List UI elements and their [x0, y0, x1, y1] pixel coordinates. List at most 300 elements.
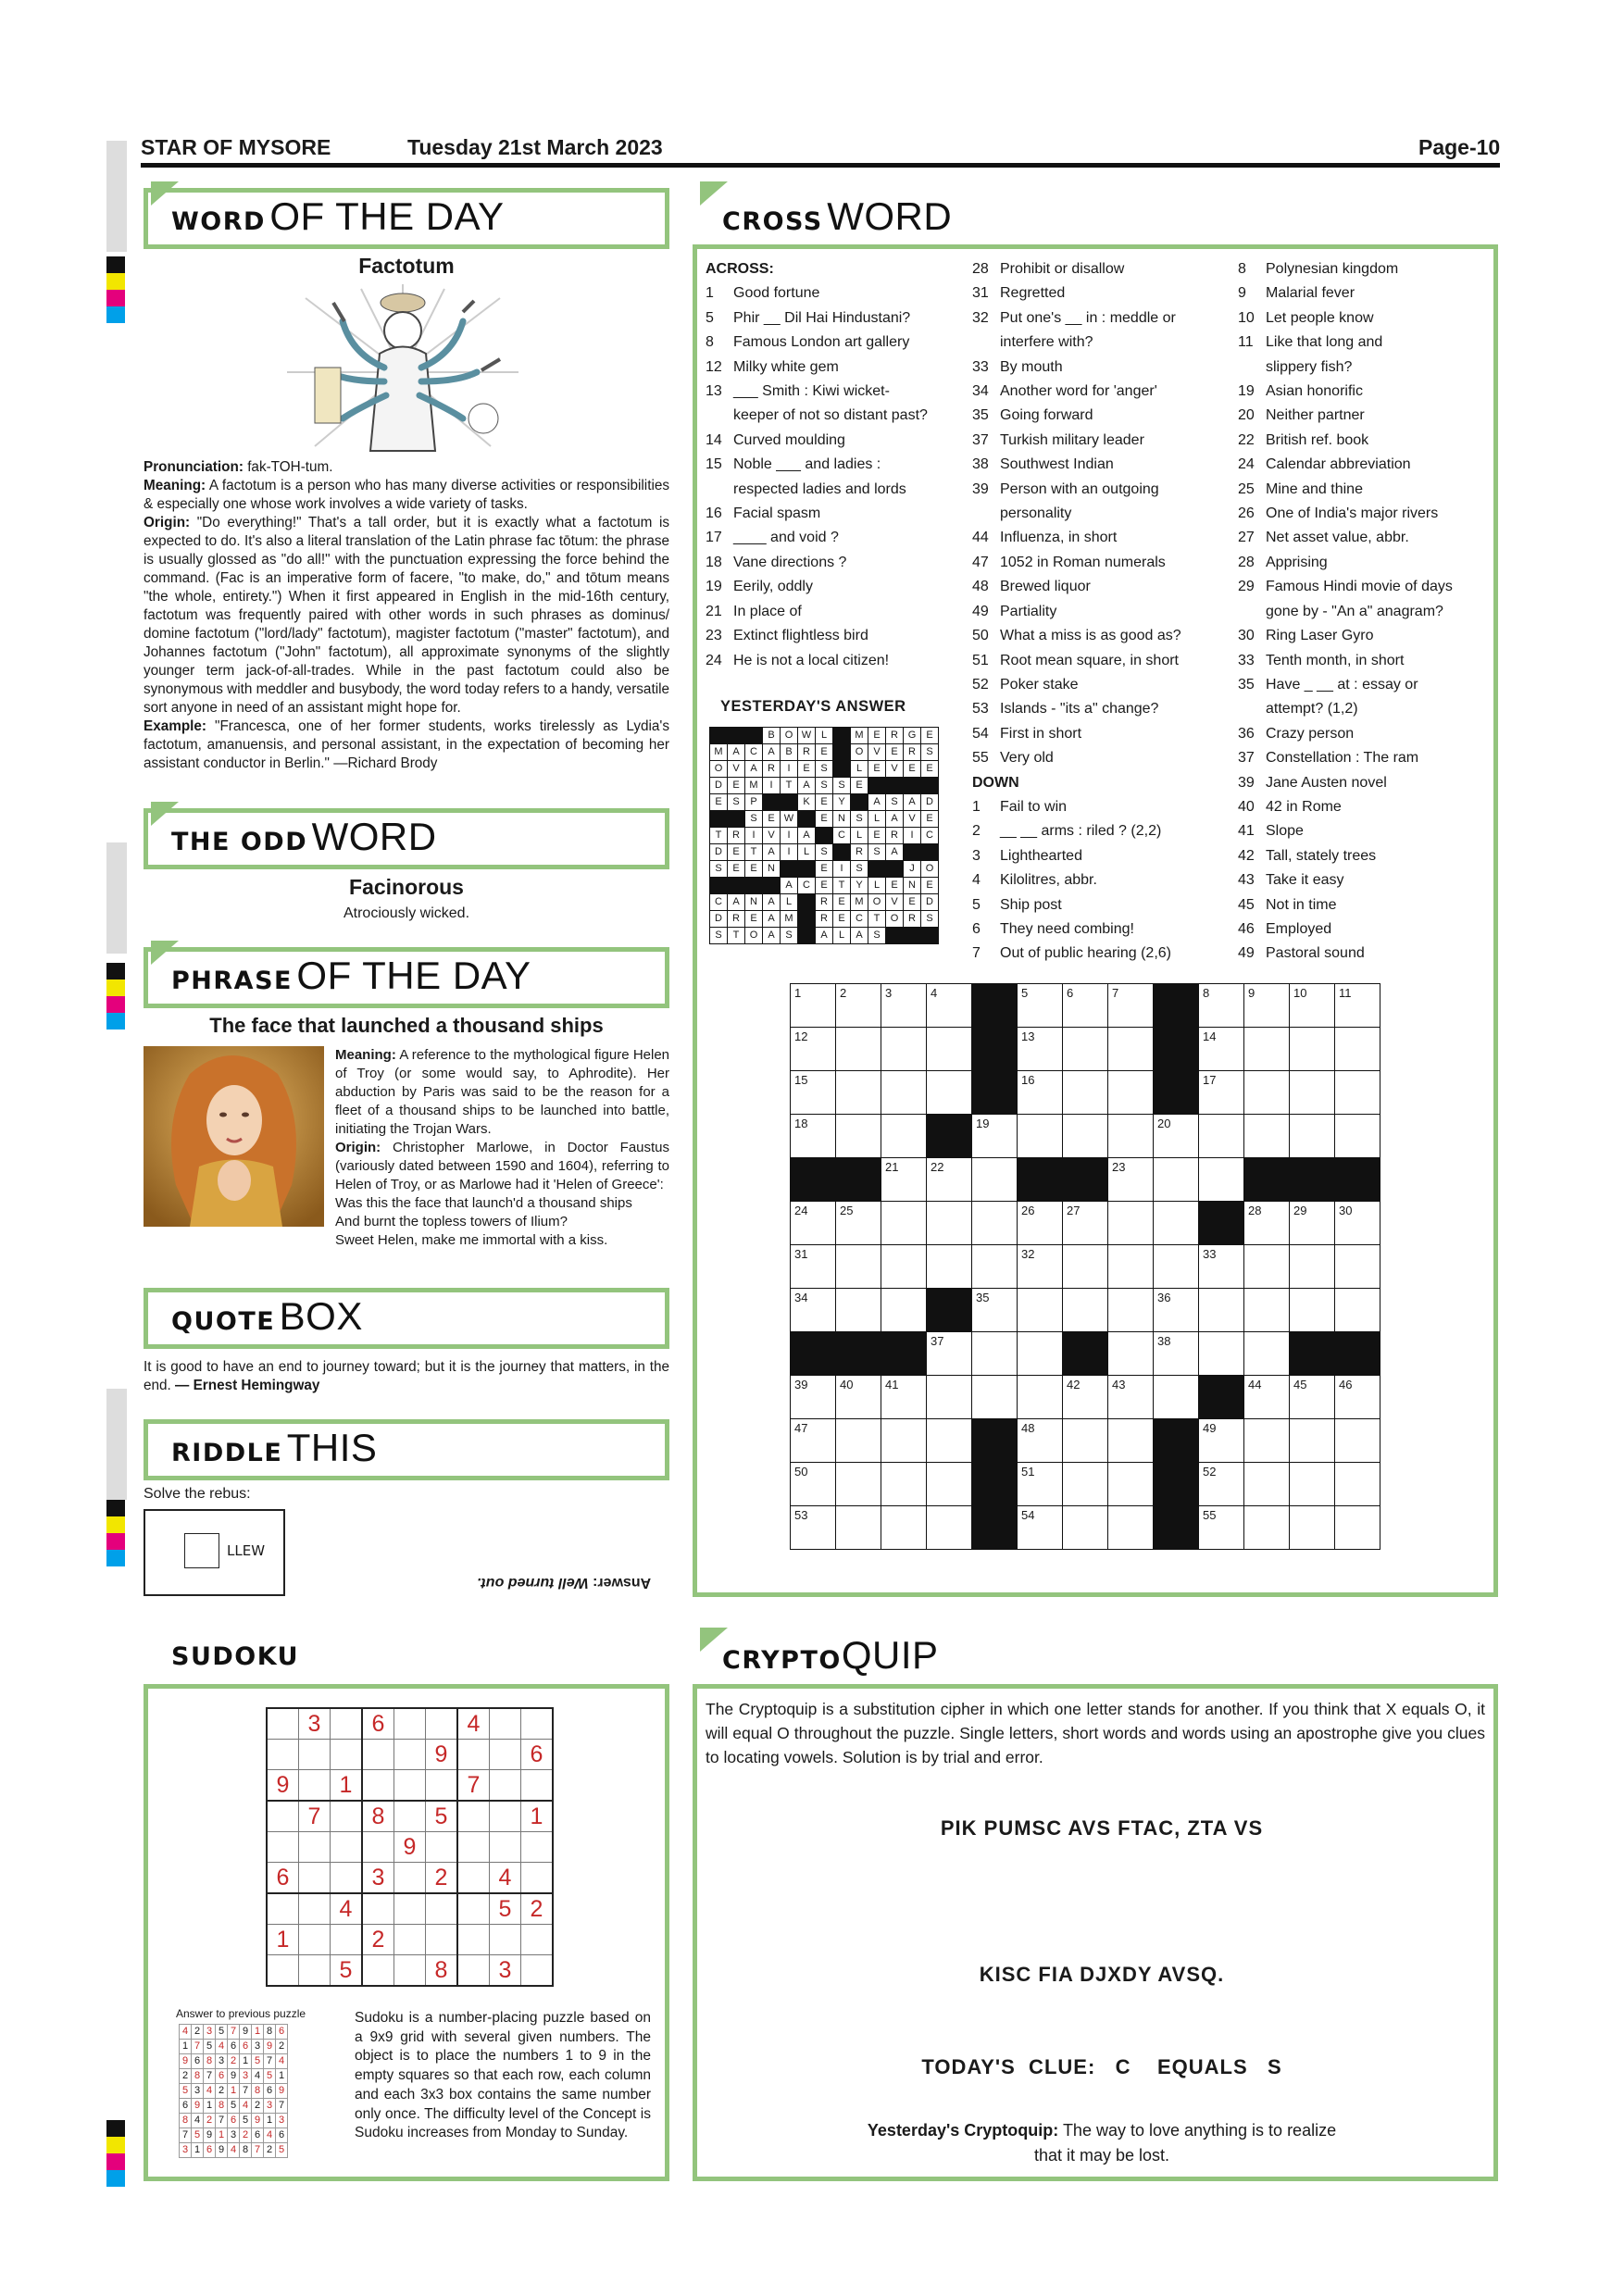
sudoku-cell[interactable] — [299, 1955, 331, 1987]
crossword-cell[interactable] — [1244, 1245, 1290, 1289]
answer-letter: T — [728, 928, 745, 944]
answer-letter: Y — [851, 878, 868, 894]
sudoku-description: Sudoku is a number-placing puzzle based on a 9x9 grid with several given numbers. The object is to place the numbers 1 to 9 in the empty squares so that each row, each column and each 3x3 box contains the same number only once. The difficulty level of the Concept is Sudoku increases from Monday to Sunday. — [355, 2010, 651, 2141]
cell-number: 27 — [1067, 1204, 1081, 1217]
sudoku-cell[interactable]: 7 — [457, 1770, 490, 1802]
crossword-cell[interactable] — [1199, 1071, 1244, 1115]
answer-letter: A — [851, 928, 868, 944]
sudoku-cell[interactable]: 3 — [362, 1863, 394, 1894]
crossword-cell[interactable] — [927, 1376, 972, 1419]
sudoku-cell[interactable] — [362, 1893, 394, 1925]
crossword-cell[interactable] — [791, 1419, 836, 1463]
sudoku-answer-cell: 6 — [228, 2040, 240, 2054]
answer-letter: V — [868, 744, 886, 761]
sudoku-cell[interactable]: 5 — [490, 1893, 521, 1925]
crossword-cell[interactable] — [927, 1463, 972, 1506]
answer-letter: E — [921, 728, 939, 744]
crossword-cell[interactable] — [881, 1419, 927, 1463]
crossword-cell[interactable] — [1199, 1506, 1244, 1550]
crossword-cell[interactable] — [1108, 1202, 1154, 1245]
sudoku-cell[interactable]: 6 — [267, 1863, 299, 1894]
sudoku-cell[interactable]: 9 — [394, 1832, 426, 1863]
crossword-cell[interactable] — [1290, 1071, 1335, 1115]
sudoku-cell[interactable] — [521, 1708, 554, 1740]
sudoku-cell[interactable] — [521, 1955, 554, 1987]
crossword-cell[interactable] — [1018, 1071, 1063, 1115]
crossword-cell[interactable] — [972, 1289, 1018, 1332]
answer-letter: A — [904, 794, 921, 811]
sudoku-cell[interactable] — [331, 1740, 363, 1770]
sudoku-cell[interactable] — [299, 1863, 331, 1894]
sudoku-cell[interactable]: 4 — [331, 1893, 363, 1925]
sudoku-cell[interactable] — [331, 1801, 363, 1832]
crossword-cell[interactable] — [791, 1289, 836, 1332]
sudoku-cell[interactable] — [394, 1925, 426, 1955]
answer-letter: E — [763, 811, 781, 828]
clue-text: By mouth — [1000, 358, 1063, 375]
crossword-cell[interactable] — [836, 984, 881, 1028]
sudoku-cell[interactable] — [457, 1832, 490, 1863]
crossword-cell[interactable] — [1335, 1376, 1380, 1419]
crossword-cell[interactable] — [927, 1202, 972, 1245]
crossword-cell[interactable] — [1199, 1245, 1244, 1289]
sudoku-cell[interactable]: 9 — [267, 1770, 299, 1802]
crossword-cell[interactable] — [1290, 1376, 1335, 1419]
crossword-cell[interactable] — [1154, 1289, 1199, 1332]
sudoku-cell[interactable] — [457, 1863, 490, 1894]
crossword-cell[interactable] — [1108, 1506, 1154, 1550]
sudoku-cell[interactable]: 6 — [521, 1740, 554, 1770]
crossword-cell[interactable] — [972, 1202, 1018, 1245]
clue-number: 11 — [1238, 334, 1254, 351]
crossword-cell[interactable] — [1154, 1115, 1199, 1158]
black-square — [1335, 1332, 1380, 1376]
crossword-cell[interactable] — [881, 1071, 927, 1115]
crossword-cell[interactable] — [836, 1376, 881, 1419]
cryptoquip-yesterday: Yesterday's Cryptoquip: The way to love anything is to realize that it may be lost. — [867, 2121, 1337, 2165]
clue-row — [1238, 795, 1497, 819]
crossword-cell[interactable] — [1244, 1202, 1290, 1245]
crossword-cell[interactable] — [1199, 1332, 1244, 1376]
sudoku-cell[interactable] — [299, 1770, 331, 1802]
sudoku-answer-cell: 6 — [276, 2025, 288, 2040]
clue-text: Regretted — [1000, 285, 1066, 302]
crossword-cell[interactable] — [1108, 1071, 1154, 1115]
crossword-cell[interactable] — [1290, 1245, 1335, 1289]
sudoku-answer-cell: 5 — [276, 2143, 288, 2158]
sudoku-cell[interactable] — [394, 1801, 426, 1832]
crossword-cell[interactable] — [1335, 1202, 1380, 1245]
black-square — [1335, 1158, 1380, 1202]
crossword-cell[interactable] — [927, 1332, 972, 1376]
crossword-cell[interactable] — [791, 1071, 836, 1115]
crossword-cell[interactable] — [1108, 1463, 1154, 1506]
answer-letter: A — [886, 811, 904, 828]
sudoku-cell[interactable] — [299, 1740, 331, 1770]
page-number: Page-10 — [1418, 135, 1501, 159]
crossword-cell[interactable] — [1018, 1376, 1063, 1419]
crossword-cell[interactable] — [1244, 1332, 1290, 1376]
crossword-cell[interactable] — [1154, 1376, 1199, 1419]
crossword-cell[interactable] — [1063, 1202, 1108, 1245]
crossword-cell[interactable] — [1154, 1332, 1199, 1376]
sudoku-cell[interactable] — [394, 1893, 426, 1925]
sudoku-cell[interactable] — [362, 1740, 394, 1770]
sudoku-cell[interactable] — [426, 1832, 458, 1863]
crossword-cell[interactable] — [1108, 1158, 1154, 1202]
odd-word-word: Facinorous — [349, 875, 464, 899]
crossword-cell[interactable] — [972, 1245, 1018, 1289]
crossword-cell[interactable] — [1199, 1419, 1244, 1463]
crossword-cell[interactable] — [881, 1376, 927, 1419]
sudoku-cell[interactable] — [426, 1770, 458, 1802]
crossword-cell[interactable] — [1018, 1419, 1063, 1463]
crossword-cell[interactable] — [972, 1376, 1018, 1419]
crossword-cell[interactable] — [1018, 1332, 1063, 1376]
crossword-cell[interactable] — [1063, 1071, 1108, 1115]
sudoku-cell[interactable] — [267, 1955, 299, 1987]
sudoku-cell[interactable] — [394, 1740, 426, 1770]
sudoku-cell[interactable] — [490, 1740, 521, 1770]
sudoku-cell[interactable] — [331, 1863, 363, 1894]
answer-letter: E — [904, 761, 921, 778]
sudoku-cell[interactable]: 2 — [521, 1893, 554, 1925]
sudoku-cell[interactable]: 4 — [457, 1708, 490, 1740]
sudoku-answer-cell: 4 — [228, 2143, 240, 2158]
crossword-cell[interactable] — [1290, 1289, 1335, 1332]
crossword-cell[interactable] — [791, 1115, 836, 1158]
crossword-cell[interactable] — [1290, 1463, 1335, 1506]
crossword-cell[interactable] — [1018, 1202, 1063, 1245]
sudoku-cell[interactable] — [299, 1925, 331, 1955]
sudoku-cell[interactable] — [457, 1893, 490, 1925]
answer-letter: A — [798, 828, 816, 844]
answer-letter: C — [833, 828, 851, 844]
crossword-cell[interactable] — [1244, 1028, 1290, 1071]
crossword-cell[interactable] — [791, 1463, 836, 1506]
crossword-cell[interactable] — [881, 1158, 927, 1202]
crossword-cell[interactable] — [1108, 984, 1154, 1028]
crossword-cell[interactable] — [1290, 1506, 1335, 1550]
crossword-cell[interactable] — [1108, 1115, 1154, 1158]
crossword-cell[interactable] — [927, 1071, 972, 1115]
sudoku-cell[interactable] — [457, 1955, 490, 1987]
crossword-cell[interactable] — [791, 1028, 836, 1071]
crossword-cell[interactable] — [972, 1158, 1018, 1202]
crossword-cell[interactable] — [1335, 1506, 1380, 1550]
sudoku-cell[interactable] — [267, 1801, 299, 1832]
crossword-cell[interactable] — [1154, 1202, 1199, 1245]
crossword-cell[interactable] — [1108, 1028, 1154, 1071]
crossword-cell[interactable] — [1244, 1463, 1290, 1506]
crossword-cell[interactable] — [836, 1028, 881, 1071]
crossword-cell[interactable] — [1063, 1463, 1108, 1506]
answer-letter: S — [921, 744, 939, 761]
crossword-cell[interactable] — [1244, 1506, 1290, 1550]
crossword-cell[interactable] — [1063, 1115, 1108, 1158]
black-square — [710, 878, 728, 894]
crossword-cell[interactable] — [836, 1115, 881, 1158]
crossword-cell[interactable] — [1335, 1071, 1380, 1115]
crossword-cell[interactable] — [927, 1158, 972, 1202]
crossword-cell[interactable] — [791, 1202, 836, 1245]
sudoku-cell[interactable] — [394, 1955, 426, 1987]
sudoku-cell[interactable] — [331, 1832, 363, 1863]
crossword-cell[interactable] — [1063, 1419, 1108, 1463]
sudoku-answer-cell: 3 — [192, 2084, 204, 2099]
crossword-cell[interactable] — [1199, 1028, 1244, 1071]
sudoku-cell[interactable] — [267, 1708, 299, 1740]
sudoku-cell[interactable] — [490, 1801, 521, 1832]
sudoku-cell[interactable] — [362, 1955, 394, 1987]
sudoku-cell[interactable] — [490, 1708, 521, 1740]
crossword-cell[interactable] — [1199, 1115, 1244, 1158]
crossword-cell[interactable] — [1335, 1463, 1380, 1506]
crossword-cell[interactable] — [1335, 1419, 1380, 1463]
crossword-cell[interactable] — [836, 1419, 881, 1463]
crossword-cell[interactable] — [1018, 1289, 1063, 1332]
sudoku-cell[interactable] — [426, 1893, 458, 1925]
sudoku-answer-cell: 5 — [180, 2084, 192, 2099]
crossword-cell[interactable] — [881, 1028, 927, 1071]
crop-mark — [106, 1389, 127, 1500]
crossword-cell[interactable] — [1244, 984, 1290, 1028]
clue-row — [1238, 917, 1497, 942]
rebus-square — [184, 1533, 219, 1568]
clue-text: Kilolitres, abbr. — [1000, 872, 1097, 889]
answer-letter: A — [728, 744, 745, 761]
clue-text: Asian honorific — [1266, 383, 1363, 400]
crossword-cell[interactable] — [1108, 1376, 1154, 1419]
crossword-cell[interactable] — [1244, 1289, 1290, 1332]
crossword-cell[interactable] — [1063, 984, 1108, 1028]
crossword-cell[interactable] — [1063, 1376, 1108, 1419]
sudoku-answer-cell: 9 — [204, 2128, 216, 2143]
sudoku-cell[interactable] — [394, 1863, 426, 1894]
sudoku-cell[interactable] — [394, 1708, 426, 1740]
crossword-cell[interactable] — [1018, 1245, 1063, 1289]
crossword-cell[interactable] — [927, 984, 972, 1028]
crossword-cell[interactable] — [927, 1028, 972, 1071]
sudoku-cell[interactable]: 5 — [331, 1955, 363, 1987]
clue-text: Have _ __ at : essay or — [1266, 676, 1418, 693]
crossword-cell[interactable] — [1335, 1028, 1380, 1071]
crossword-cell[interactable] — [1335, 1289, 1380, 1332]
clue-row — [1238, 526, 1497, 550]
sudoku-cell[interactable] — [490, 1832, 521, 1863]
answer-letter: O — [868, 894, 886, 911]
sudoku-cell[interactable] — [299, 1832, 331, 1863]
sudoku-cell[interactable] — [426, 1708, 458, 1740]
black-square — [763, 878, 781, 894]
sudoku-cell[interactable] — [490, 1925, 521, 1955]
clue-number: 25 — [1238, 480, 1255, 497]
clue-number: 9 — [1238, 285, 1246, 302]
crossword-cell[interactable] — [1018, 1028, 1063, 1071]
crossword-cell[interactable] — [1018, 1115, 1063, 1158]
yesterday-answer-label: YESTERDAY'S ANSWER — [720, 698, 906, 715]
answer-letter: E — [868, 728, 886, 744]
crossword-cell[interactable] — [881, 1202, 927, 1245]
crossword-cell[interactable] — [1108, 1419, 1154, 1463]
crossword-cell[interactable] — [791, 984, 836, 1028]
sudoku-answer-cell: 7 — [276, 2099, 288, 2114]
sudoku-cell[interactable]: 7 — [299, 1801, 331, 1832]
crossword-cell[interactable] — [972, 1332, 1018, 1376]
crossword-cell[interactable] — [1108, 1332, 1154, 1376]
crossword-cell[interactable] — [927, 1506, 972, 1550]
crossword-cell[interactable] — [1199, 1158, 1244, 1202]
crossword-cell[interactable] — [927, 1245, 972, 1289]
crossword-cell[interactable] — [1063, 1245, 1108, 1289]
cell-number: 41 — [885, 1378, 899, 1391]
crossword-cell[interactable] — [881, 984, 927, 1028]
crossword-cell[interactable] — [836, 1463, 881, 1506]
sudoku-cell[interactable] — [457, 1925, 490, 1955]
crossword-cell[interactable] — [1063, 1289, 1108, 1332]
sudoku-cell[interactable] — [521, 1832, 554, 1863]
crossword-cell[interactable] — [1018, 1463, 1063, 1506]
clue-text: Jane Austen novel — [1266, 774, 1387, 791]
crossword-cell[interactable] — [1244, 1071, 1290, 1115]
crossword-cell[interactable] — [1244, 1419, 1290, 1463]
crossword-cell[interactable] — [791, 1506, 836, 1550]
sudoku-cell[interactable] — [521, 1770, 554, 1802]
crossword-cell[interactable] — [1063, 1028, 1108, 1071]
crossword-cell[interactable] — [1199, 1289, 1244, 1332]
sudoku-cell[interactable]: 6 — [362, 1708, 394, 1740]
crossword-cell[interactable] — [1290, 1419, 1335, 1463]
crossword-cell[interactable] — [927, 1419, 972, 1463]
clue-row — [1238, 306, 1497, 331]
clue-text: Tall, stately trees — [1266, 847, 1377, 864]
crossword-cell[interactable] — [1335, 1245, 1380, 1289]
clue-number: 33 — [972, 358, 989, 375]
sudoku-cell[interactable] — [426, 1925, 458, 1955]
clue-number: 29 — [1238, 579, 1255, 595]
sudoku-cell[interactable]: 1 — [521, 1801, 554, 1832]
crossword-cell[interactable] — [1290, 1028, 1335, 1071]
sudoku-cell[interactable] — [457, 1801, 490, 1832]
sudoku-cell[interactable] — [331, 1925, 363, 1955]
cell-number: 51 — [1021, 1465, 1035, 1479]
crossword-cell[interactable] — [1335, 1115, 1380, 1158]
answer-letter: R — [904, 911, 921, 928]
black-square — [851, 794, 868, 811]
cell-number: 13 — [1021, 1029, 1035, 1043]
clue-row — [972, 819, 1231, 843]
crossword-cell[interactable] — [1154, 1245, 1199, 1289]
sudoku-cell[interactable]: 2 — [362, 1925, 394, 1955]
clue-number: 15 — [706, 456, 722, 473]
sudoku-cell[interactable]: 1 — [267, 1925, 299, 1955]
sudoku-cell[interactable] — [362, 1770, 394, 1802]
black-square — [921, 778, 939, 794]
crossword-cell[interactable] — [1108, 1289, 1154, 1332]
crossword-cell[interactable] — [836, 1289, 881, 1332]
crossword-cell[interactable] — [1063, 1506, 1108, 1550]
answer-letter: L — [798, 844, 816, 861]
crossword-cell[interactable] — [1335, 984, 1380, 1028]
sudoku-cell[interactable]: 5 — [426, 1801, 458, 1832]
sudoku-cell[interactable] — [331, 1708, 363, 1740]
crossword-cell[interactable] — [1108, 1245, 1154, 1289]
sudoku-cell[interactable]: 3 — [490, 1955, 521, 1987]
crossword-cell[interactable] — [1018, 1506, 1063, 1550]
crossword-cell[interactable] — [881, 1506, 927, 1550]
sudoku-cell[interactable]: 8 — [362, 1801, 394, 1832]
clue-number: 30 — [1238, 628, 1255, 644]
black-square — [921, 928, 939, 944]
sudoku-cell[interactable]: 9 — [426, 1740, 458, 1770]
answer-letter: M — [745, 778, 763, 794]
crossword-cell[interactable] — [881, 1115, 927, 1158]
crossword-cell[interactable] — [1290, 1115, 1335, 1158]
answer-letter: A — [763, 744, 781, 761]
black-square — [972, 1506, 1018, 1550]
sudoku-cell[interactable] — [521, 1925, 554, 1955]
clue-number: 55 — [972, 750, 989, 767]
crossword-cell[interactable] — [1290, 984, 1335, 1028]
crossword-cell[interactable] — [1199, 1463, 1244, 1506]
sudoku-answer-cell: 5 — [192, 2128, 204, 2143]
sudoku-answer-cell: 9 — [252, 2114, 264, 2128]
crossword-cell[interactable] — [1244, 1376, 1290, 1419]
crossword-cell[interactable] — [881, 1245, 927, 1289]
sudoku-cell[interactable] — [267, 1893, 299, 1925]
crossword-cell[interactable] — [1290, 1202, 1335, 1245]
clue-row — [972, 722, 1231, 746]
sudoku-cell[interactable]: 3 — [299, 1708, 331, 1740]
sudoku-cell[interactable]: 4 — [490, 1863, 521, 1894]
sudoku-cell[interactable] — [362, 1832, 394, 1863]
crossword-cell[interactable] — [1154, 1158, 1199, 1202]
crossword-cell[interactable] — [1018, 984, 1063, 1028]
sudoku-cell[interactable] — [267, 1740, 299, 1770]
across-clues-col1: ACROSS: 1 Good fortune 5 Phir __ Dil Hai Hindustani? 8 Famous London art gallery 12 Milky white gem 13 ___ Smith : Kiwi wicket- keeper of not so distant past? 14 Curved moulding 15 Noble ___ and ladies : respected ladies and lords 16 Facial spasm 17 ____ and void ? 18 Vane directions ? 19 Eerily, oddly 21 In place of 23 Extinct flightless bird 24 He is not a local citizen! — [706, 257, 956, 673]
crossword-cell[interactable] — [836, 1245, 881, 1289]
crossword-cell[interactable] — [791, 1245, 836, 1289]
crossword-cell[interactable] — [1244, 1115, 1290, 1158]
answer-letter: L — [868, 811, 886, 828]
crossword-cell[interactable] — [881, 1463, 927, 1506]
crossword-cell[interactable] — [1199, 984, 1244, 1028]
crossword-cell[interactable] — [836, 1506, 881, 1550]
sudoku-cell[interactable]: 8 — [426, 1955, 458, 1987]
crossword-cell[interactable] — [836, 1071, 881, 1115]
black-square — [763, 794, 781, 811]
clue-row — [1238, 478, 1497, 502]
clue-row — [1238, 942, 1497, 966]
sudoku-answer-cell: 6 — [228, 2114, 240, 2128]
sudoku-cell[interactable]: 1 — [331, 1770, 363, 1802]
sudoku-cell[interactable] — [394, 1770, 426, 1802]
sudoku-cell[interactable] — [267, 1832, 299, 1863]
sudoku-cell[interactable] — [299, 1893, 331, 1925]
crossword-cell[interactable] — [881, 1289, 927, 1332]
crossword-cell[interactable] — [791, 1376, 836, 1419]
sudoku-cell[interactable]: 2 — [426, 1863, 458, 1894]
answer-letter: M — [851, 728, 868, 744]
sudoku-cell[interactable] — [457, 1740, 490, 1770]
sudoku-cell[interactable] — [490, 1770, 521, 1802]
crossword-cell[interactable] — [836, 1202, 881, 1245]
cell-number: 20 — [1157, 1117, 1171, 1130]
crossword-cell[interactable] — [972, 1115, 1018, 1158]
sudoku-grid — [266, 1707, 554, 1987]
sudoku-cell[interactable] — [521, 1863, 554, 1894]
black-square — [972, 984, 1018, 1028]
